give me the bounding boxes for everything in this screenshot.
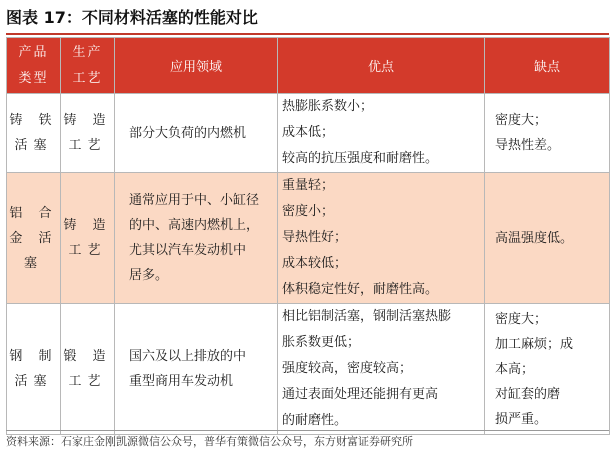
cell-line: 国六及以上排放的中 [129, 349, 247, 364]
cell-line: 本高； [495, 361, 535, 377]
cell-line: 锻 造 [63, 349, 112, 364]
cell-disadvantages [485, 173, 610, 304]
cell-advantages [278, 304, 485, 435]
header-product-type-line: 类型 [18, 70, 49, 86]
cell-line: 工艺 [68, 138, 107, 153]
cell-line: 成本较低； [282, 256, 348, 271]
cell-disadvantages [485, 94, 610, 173]
cell-line: 部分大负荷的内燃机 [129, 125, 247, 141]
cell-type [7, 94, 61, 173]
cell-line: 成本低； [282, 125, 335, 140]
cell-advantages [278, 173, 485, 304]
cell-line: 加工麻烦；成 [495, 336, 574, 352]
cell-line: 胀系数更低； [282, 335, 361, 350]
cell-line: 活塞 [14, 138, 53, 153]
cell-application [115, 304, 278, 435]
cell-line: 铸 造 [63, 218, 112, 233]
cell-advantages [278, 94, 485, 173]
cell-line: 的耐磨性。 [282, 413, 348, 428]
title-rule [6, 33, 609, 35]
cell-line: 居多。 [129, 268, 169, 283]
cell-line: 导热性好； [282, 230, 348, 245]
header-disadvantages: 缺点 [485, 38, 610, 94]
cell-line: 通常应用于中、小缸径 [129, 193, 260, 208]
cell-line: 强度较高，密度较高； [282, 361, 413, 376]
cell-line: 对缸套的磨 [495, 386, 561, 402]
cell-application [115, 173, 278, 304]
cell-line: 工艺 [68, 374, 107, 389]
cell-line: 工艺 [68, 243, 107, 258]
cell-type [7, 173, 61, 304]
header-row [7, 38, 610, 94]
header-application: 应用领域 [115, 38, 278, 94]
cell-line: 热膨胀系数小； [282, 99, 374, 114]
source-note: 资料来源：石家庄金刚凯源微信公众号，普华有策微信公众号，东方财富证券研究所 [6, 430, 609, 453]
cell-line: 活塞 [14, 374, 53, 389]
cell-process [61, 304, 115, 435]
cell-line: 相比铝制活塞，钢制活塞热膨 [282, 309, 452, 324]
header-process [61, 38, 115, 94]
table-row-steel [7, 304, 610, 435]
table-row-cast-iron [7, 94, 610, 173]
cell-line: 塞 [23, 255, 43, 271]
cell-line: 密度小； [282, 204, 335, 219]
cell-line: 铸 造 [63, 113, 112, 128]
cell-line: 重量轻； [282, 178, 335, 193]
cell-line: 金 活 [9, 230, 58, 246]
header-product-type-line: 产品 [18, 44, 49, 60]
cell-line: 铸 铁 [9, 113, 58, 128]
cell-line: 损严重。 [495, 411, 548, 427]
cell-application [115, 94, 278, 173]
cell-line: 钢 制 [9, 349, 58, 364]
figure-title: 图表 17：不同材料活塞的性能对比 [6, 8, 258, 27]
cell-line: 尤其以汽车发动机中 [129, 243, 247, 258]
header-advantages: 优点 [278, 38, 485, 94]
cell-line: 较高的抗压强度和耐磨性。 [282, 151, 439, 166]
cell-disadvantages [485, 304, 610, 435]
header-process-line: 工艺 [72, 70, 103, 86]
cell-line: 重型商用车发动机 [129, 374, 234, 389]
cell-line: 密度大； [495, 113, 548, 128]
table-row-aluminum-alloy [7, 173, 610, 304]
comparison-table [6, 37, 610, 435]
cell-line: 导热性差。 [495, 138, 561, 153]
cell-line: 的中、高速内燃机上， [129, 218, 260, 233]
cell-process [61, 94, 115, 173]
cell-line: 高温强度低。 [495, 230, 574, 246]
cell-process [61, 173, 115, 304]
cell-line: 铝 合 [9, 205, 58, 221]
cell-line: 体积稳定性好，耐磨性高。 [282, 282, 439, 297]
cell-line: 密度大； [495, 311, 548, 327]
cell-type [7, 304, 61, 435]
header-process-line: 生产 [72, 44, 103, 60]
header-product-type [7, 38, 61, 94]
cell-line: 通过表面处理还能拥有更高 [282, 387, 439, 402]
